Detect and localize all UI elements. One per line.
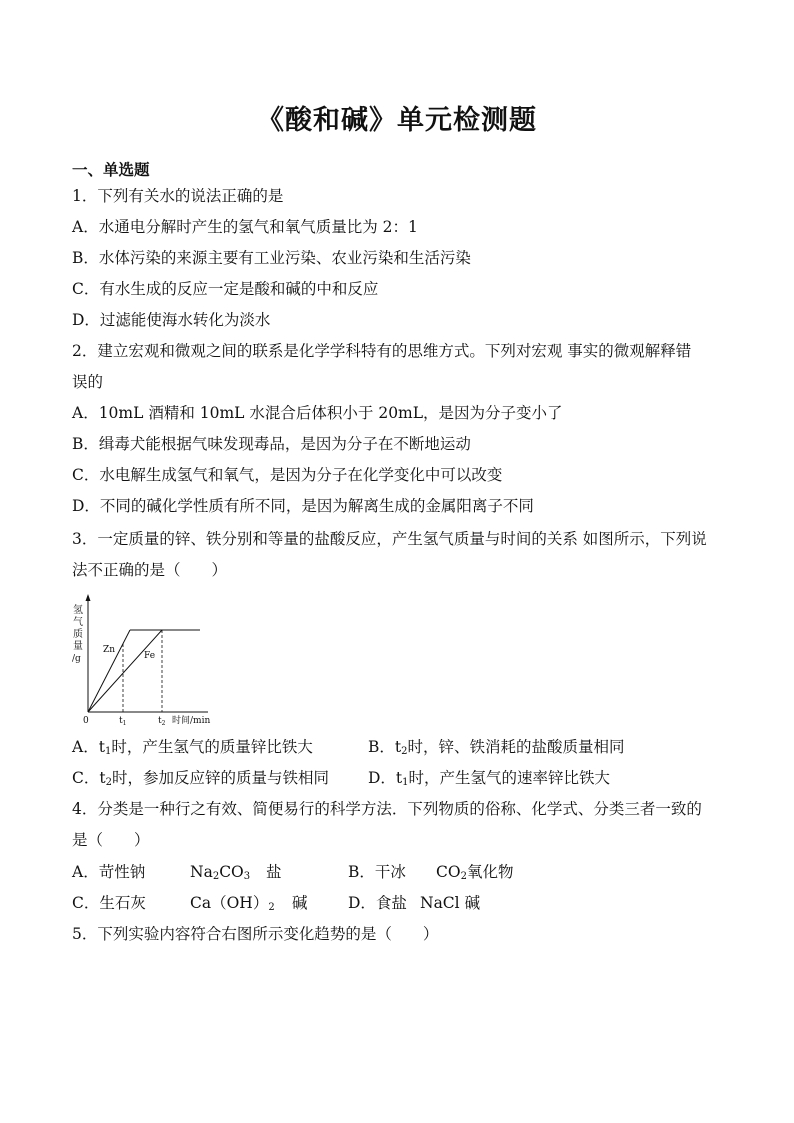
q2-option-b: B．缉毒犬能根据气味发现毒品，是因为分子在不断地运动 [72, 435, 471, 453]
q1-option-b: B．水体污染的来源主要有工业污染、农业污染和生活污染 [72, 249, 471, 267]
q2-stem-line2: 误的 [72, 373, 104, 391]
q3-option-d: D．$t_1$时，产生氢气的速率锌比铁大 [368, 769, 611, 788]
q1-option-a: A．水通电分解时产生的氢气和氧气质量比为 2：1 [72, 218, 418, 236]
q4-option-c-formula: $Ca(OH)_2$ [190, 894, 275, 913]
q4-option-c-class: 碱 [292, 894, 308, 912]
t1-label: $t_1$ [119, 716, 127, 727]
zn-curve-rise [88, 630, 130, 712]
ylabel-char-4: 量 [73, 641, 83, 652]
q4-option-b-formula: $CO_2$氧化物 [436, 863, 514, 882]
zn-label: Zn [103, 645, 116, 655]
page-title: 《酸和碱》单元检测题 [257, 105, 537, 136]
q4-option-a-label: A．苛性钠 [72, 863, 146, 881]
section-heading: 一、单选题 [72, 160, 150, 179]
q3-option-c: C．$t_2$时，参加反应锌的质量与铁相同 [72, 769, 329, 788]
q2-stem-line1: 2．建立宏观和微观之间的联系是化学学科特有的思维方式。下列对宏观 事实的微观解释错 [72, 342, 692, 360]
q4-option-a-class: 盐 [266, 863, 282, 881]
y-axis-arrow [86, 594, 91, 601]
fe-curve-rise [88, 630, 162, 712]
q5-stem: 5．下列实验内容符合右图所示变化趋势的是（ ） [72, 925, 439, 943]
q3-stem-line2: 法不正确的是（ ） [72, 561, 228, 579]
q3-option-a: A．$t_1$时，产生氢气的质量锌比铁大 [72, 738, 313, 757]
q4-option-d-formula: NaCl 碱 [420, 894, 481, 912]
q1-option-c: C．有水生成的反应一定是酸和碱的中和反应 [72, 280, 379, 298]
q4-stem-line2: 是（ ） [72, 831, 150, 849]
q4-option-d-label: D．食盐 [348, 894, 407, 912]
q3-hydrogen-time-graph [72, 592, 222, 732]
q2-option-a: A．10mL 酒精和 10mL 水混合后体积小于 20mL，是因为分子变小了 [72, 404, 563, 422]
q1-option-d: D．过滤能使海水转化为淡水 [72, 311, 271, 329]
xlabel: 时间/min [172, 716, 211, 726]
q4-option-c-label: C．生石灰 [72, 894, 146, 912]
ylabel-char-3: 质 [73, 629, 83, 640]
ylabel-char-2: 气 [73, 617, 83, 628]
q3-stem-line1: 3．一定质量的锌、铁分别和等量的盐酸反应，产生氢气质量与时间的关系 如图所示，下列说 [72, 530, 707, 548]
origin-label: 0 [83, 716, 89, 726]
q3-option-b: B．$t_2$时，锌、铁消耗的盐酸质量相同 [368, 738, 625, 757]
q1-stem: 1．下列有关水的说法正确的是 [72, 187, 284, 205]
q2-option-d: D．不同的碱化学性质有所不同，是因为解离生成的金属阳离子不同 [72, 497, 534, 515]
t2-label: $t_2$ [158, 716, 166, 727]
q4-option-b-label: B．干冰 [348, 863, 406, 881]
q4-option-a-formula: $Na_2CO_3$ [190, 863, 251, 882]
q4-stem-line1: 4．分类是一种行之有效、简便易行的科学方法．下列物质的俗称、化学式、分类三者一致的 [72, 800, 702, 818]
q2-option-c: C．水电解生成氢气和氧气，是因为分子在化学变化中可以改变 [72, 466, 503, 484]
ylabel-unit: /g [72, 654, 81, 664]
ylabel-char-1: 氢 [73, 605, 83, 616]
fe-label: Fe [144, 651, 156, 661]
